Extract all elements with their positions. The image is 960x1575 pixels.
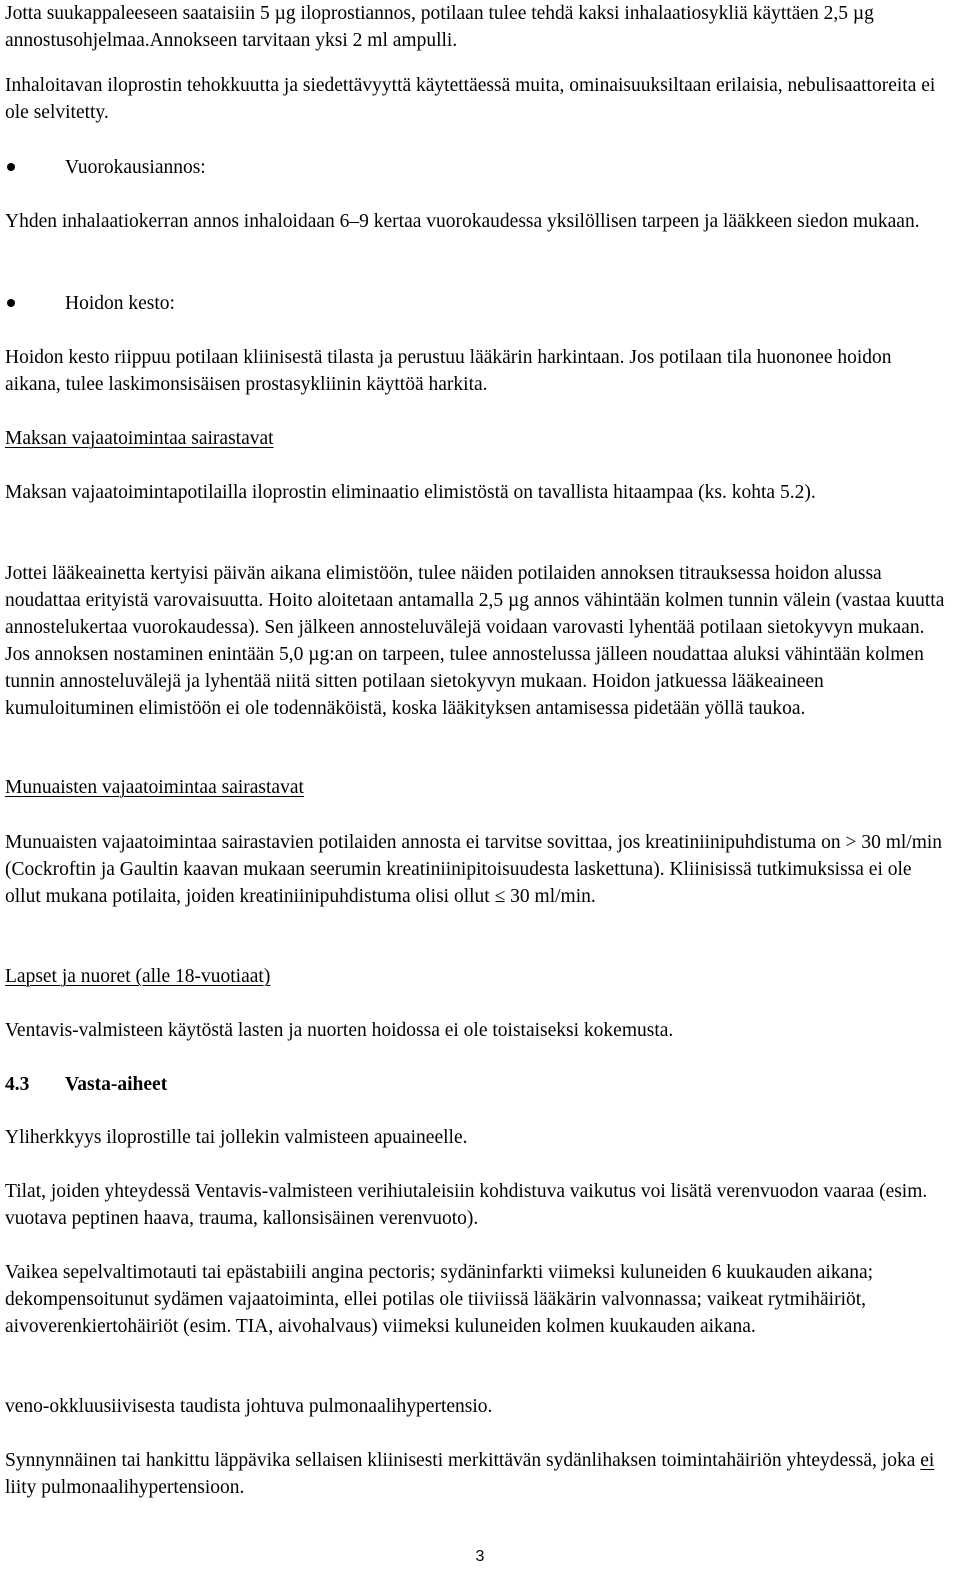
paragraph-treatment-duration: Hoidon kesto riippuu potilaan kliinisestä tilasta ja perustuu lääkärin harkintaan. Jos potilaan tila huononee hoidon aikana, tulee laskimonsisäisen prostasykliinin käyttöä harkita. bbox=[5, 347, 892, 395]
text-fragment: Synnynnäinen tai hankittu läppävika sellaisen kliinisesti merkittävän sydänlihaksen toimintahäiriön yhteydessä, joka bbox=[5, 1450, 921, 1471]
paragraph-nebulizer-note: Inhaloitavan iloprostin tehokkuutta ja siedettävyyttä käytettäessä muita, ominaisuuksiltaan erilaisia, nebulisaattoreita ei ole selvitetty. bbox=[5, 75, 936, 123]
paragraph-daily-dose: Yhden inhalaatiokerran annos inhaloidaan 6–9 kertaa vuorokaudessa yksilöllisen tarpeen ja lääkkeen siedon mukaan. bbox=[5, 211, 920, 232]
bullet-label: Hoidon kesto: bbox=[65, 293, 175, 314]
page-number: 3 bbox=[475, 1548, 485, 1565]
bullet-icon bbox=[7, 163, 15, 171]
paragraph-valve-defect bbox=[5, 1447, 950, 1501]
paragraph-hypersensitivity: Yliherkkyys iloprostille tai jollekin valmisteen apuaineelle. bbox=[5, 1127, 468, 1148]
text-fragment: liity pulmonaalihypertensioon. bbox=[5, 1477, 245, 1498]
subheading-liver: Maksan vajaatoimintaa sairastavat bbox=[5, 428, 274, 449]
paragraph-inhalation-cycles: Jotta suukappaleeseen saataisiin 5 µg iloprostiannos, potilaan tulee tehdä kaksi inhalaatiosykliä käyttäen 2,5 µg annostusohjelmaa.Annokseen tarvitaan yksi 2 ml ampulli. bbox=[5, 3, 874, 51]
section-number: 4.3 bbox=[5, 1074, 30, 1095]
section-title: Vasta-aiheet bbox=[65, 1074, 168, 1095]
paragraph-liver-elimination: Maksan vajaatoimintapotilailla iloprostin eliminaatio elimistöstä on tavallista hitaampaa (ks. kohta 5.2). bbox=[5, 482, 816, 503]
paragraph-kidney: Munuaisten vajaatoimintaa sairastavien potilaiden annosta ei tarvitse sovittaa, jos kreatiniinipuhdistuma on > 30 ml/min (Cockroftin ja Gaultin kaavan mukaan seerumin kreatiniinipitoisuudesta laskettuna). Kliinisissä tutkimuksissa ei ole ollut mukana potilaita, joiden kreatiniinipuhdistuma olisi ollut ≤ 30 ml/min. bbox=[5, 832, 943, 907]
paragraph-bleeding-risk: Tilat, joiden yhteydessä Ventavis-valmisteen verihiutaleisiin kohdistuva vaikutus voi lisätä verenvuodon vaaraa (esim. vuotava peptinen haava, trauma, kallonsisäinen verenvuoto). bbox=[5, 1181, 928, 1229]
bullet-label: Vuorokausiannos: bbox=[65, 157, 206, 178]
underlined-word: ei bbox=[920, 1450, 935, 1471]
paragraph-veno-occlusive: veno-okkluusiivisesta taudista johtuva pulmonaalihypertensio. bbox=[5, 1396, 493, 1417]
paragraph-cardiac-conditions: Vaikea sepelvaltimotauti tai epästabiili angina pectoris; sydäninfarkti viimeksi kuluneiden 6 kuukauden aikana; dekompensoitunut sydämen vajaatoiminta, ellei potilas ole tiiviissä lääkärin valvonnassa; vaikeat rytmihäiriöt, aivoverenkiertohäiriöt (esim. TIA, aivohalvaus) viimeksi kuluneiden kolmen kuukauden aikana. bbox=[5, 1262, 874, 1337]
section-heading-contraindications bbox=[5, 1071, 950, 1098]
paragraph-children: Ventavis-valmisteen käytöstä lasten ja nuorten hoidossa ei ole toistaiseksi kokemusta. bbox=[5, 1020, 674, 1041]
paragraph-liver-titration: Jottei lääkeainetta kertyisi päivän aikana elimistöön, tulee näiden potilaiden annoksen titrauksessa hoidon alussa noudattaa erityistä varovaisuutta. Hoito aloitetaan antamalla 2,5 µg annos vähintään kolmen tunnin välein (vastaa kuutta annostelukertaa vuorokaudessa). Sen jälkeen annosteluvälejä voidaan varovasti lyhentää potilaan sietokyvyn mukaan. Jos annoksen nostaminen enintään 5,0 µg:an on tarpeen, tulee annostelussa jälleen noudattaa aluksi vähintään kolmen tunnin annosteluvälejä ja lyhentää niitä sitten potilaan sietokyvyn mukaan. Hoidon jatkuessa lääkeaineen kumuloituminen elimistöön ei ole todennäköistä, koska lääkityksen antamisessa pidetään yöllä taukoa. bbox=[5, 563, 945, 719]
subheading-kidney: Munuaisten vajaatoimintaa sairastavat bbox=[5, 777, 304, 798]
subheading-children: Lapset ja nuoret (alle 18-vuotiaat) bbox=[5, 966, 271, 987]
bullet-icon bbox=[7, 299, 15, 307]
